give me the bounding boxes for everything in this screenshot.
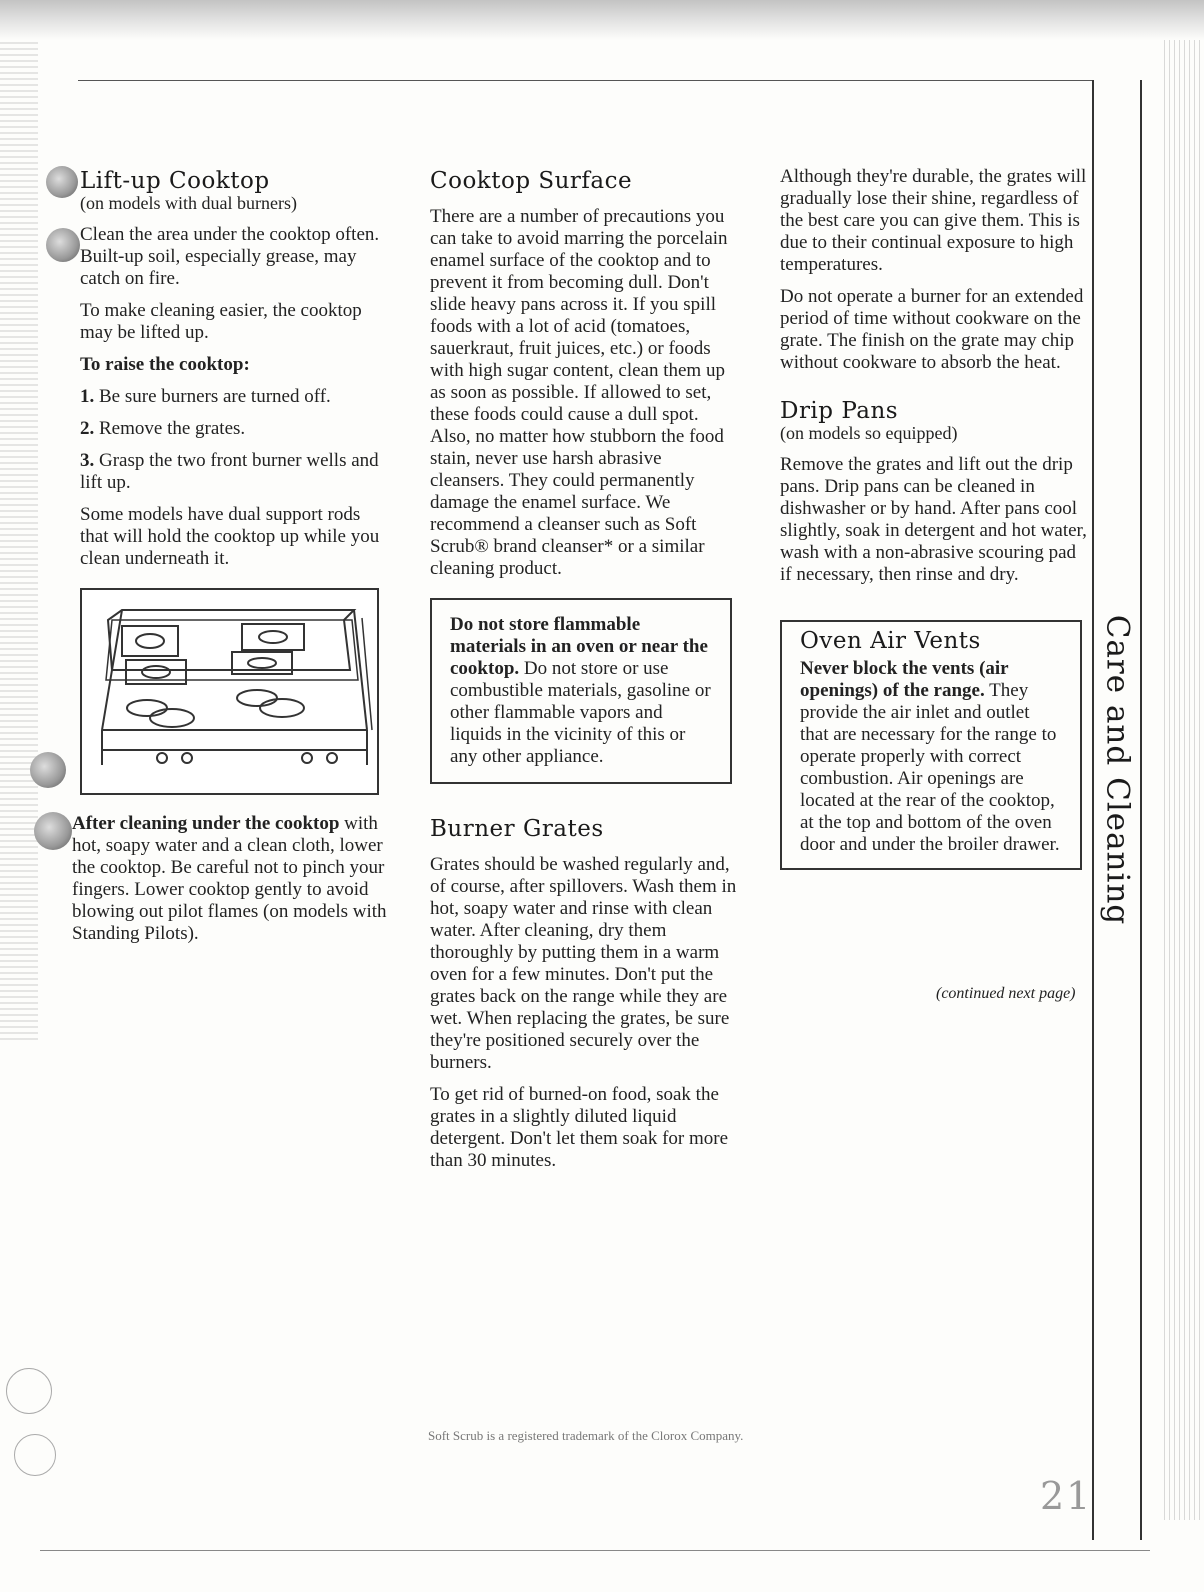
lifted-cooktop-drawing	[82, 590, 377, 793]
paragraph: Although they're durable, the grates will gradually lose their shine, regardless of the best care you can give them. This is due to their continual exposure to high temperatures.	[780, 166, 1087, 275]
after-cleaning-paragraph	[72, 813, 390, 945]
tab-border-left	[1092, 80, 1094, 1540]
paragraph: Some models have dual support rods that will hold the cooktop up while you clean underneath it.	[80, 504, 380, 569]
step-text: Remove the grates.	[99, 418, 246, 439]
step-item	[80, 450, 390, 494]
punch-mark-icon	[46, 228, 80, 262]
paragraph: Do not operate a burner for an extended period of time without cookware on the grate. The finish on the grate may chip without cookware to absorb the heat.	[780, 286, 1084, 373]
section-subtitle: (on models with dual burners)	[80, 193, 297, 213]
vents-warning-heading: Never block the vents (air openings) of the range.	[800, 658, 1009, 701]
punch-mark-icon	[46, 166, 78, 198]
after-cleaning-heading: After cleaning under the cooktop	[72, 813, 340, 834]
raise-heading: To raise the cooktop:	[80, 354, 250, 375]
step-number: 1.	[80, 386, 95, 407]
scan-artifact-right	[1164, 40, 1204, 1520]
paragraph: To make cleaning easier, the cooktop may be lifted up.	[80, 300, 362, 343]
punch-mark-icon	[34, 812, 72, 850]
page-number: 21	[1040, 1474, 1093, 1518]
column-grates-drip-pans	[780, 166, 1090, 870]
step-item	[80, 386, 390, 408]
paragraph: Clean the area under the cooktop often. Built-up soil, especially grease, may catch on fire.	[80, 224, 380, 289]
scan-artifact-left	[0, 40, 38, 1040]
binder-hole-icon	[6, 1368, 52, 1414]
trademark-footnote: Soft Scrub is a registered trademark of the Clorox Company.	[428, 1428, 744, 1443]
section-tab-label: Care and Cleaning	[1099, 614, 1135, 926]
cooktop-illustration	[80, 588, 379, 795]
section-title-oven-air-vents: Oven Air Vents	[800, 628, 981, 654]
paragraph: To get rid of burned-on food, soak the grates in a slightly diluted liquid detergent. Don't let them soak for more than 30 minutes.	[430, 1084, 729, 1171]
warning-heading: Do not store flammable materials in an oven or near the cooktop.	[450, 614, 708, 679]
step-number: 3.	[80, 450, 95, 471]
paragraph: Grates should be washed regularly and, of course, after spillovers. Wash them in hot, soapy water and rinse with clean water. After cleaning, dry them thoroughly by putting them in a warm oven for a few minutes. Don't put the grates back on the range while they are wet. When replacing the grates, be sure they're positioned securely over the burners.	[430, 854, 737, 1073]
step-item	[80, 418, 390, 440]
section-title-cooktop-surface: Cooktop Surface	[430, 168, 633, 194]
after-cleaning-text: with hot, soapy water and a clean cloth, lower the cooktop. Be careful not to pinch your fingers. Lower cooktop gently to avoid blowing out pilot flames (on models with Standing Pilots).	[72, 813, 387, 944]
warning-box	[430, 598, 732, 784]
vents-text: They provide the air inlet and outlet that are necessary for the range to operate properly with correct combustion. Air openings are located at the rear of the cooktop, at the top and bottom of the oven door and under the broiler drawer.	[800, 680, 1060, 855]
tab-border-right	[1140, 80, 1142, 1540]
step-text: Grasp the two front burner wells and lift up.	[80, 450, 379, 493]
section-title-lift-up-cooktop: Lift-up Cooktop	[80, 168, 270, 194]
top-rule	[78, 80, 1094, 81]
section-title-burner-grates: Burner Grates	[430, 816, 604, 842]
step-text: Be sure burners are turned off.	[99, 386, 331, 407]
bottom-rule	[40, 1550, 1150, 1551]
section-subtitle: (on models so equipped)	[780, 423, 958, 443]
punch-mark-icon	[30, 752, 66, 788]
binder-hole-icon	[14, 1434, 56, 1476]
column-cooktop-surface	[430, 170, 740, 1182]
scan-artifact-top	[0, 0, 1204, 40]
step-number: 2.	[80, 418, 95, 439]
paragraph: Remove the grates and lift out the drip pans. Drip pans can be cleaned in dishwasher or by hand. After pans cool slightly, soak in detergent and hot water, wash with a non-abrasive scouring pad if necessary, then rinse and dry.	[780, 454, 1087, 585]
paragraph: There are a number of precautions you can take to avoid marring the porcelain enamel surface of the cooktop and to prevent it from becoming dull. Don't slide heavy pans across it. If you spill foods with a lot of acid (tomatoes, sauerkraut, fruit juices, etc.) or foods with high sugar content, clean them up as soon as possible. If allowed to set, these foods could cause a dull spot. Also, no matter how stubborn the food stain, never use harsh abrasive cleansers. They could permanently damage the enamel surface. We recommend a cleanser such as Soft Scrub® brand cleanser* or a similar cleaning product.	[430, 206, 728, 579]
column-lift-up-cooktop	[72, 168, 390, 955]
continued-note: (continued next page)	[936, 985, 1076, 1002]
section-title-drip-pans: Drip Pans	[780, 398, 899, 424]
oven-air-vents-box	[780, 620, 1082, 870]
warning-text: Do not store or use combustible materials, gasoline or other flammable vapors and liquids in the vicinity of this or any other appliance.	[450, 658, 711, 767]
section-tab	[1096, 610, 1138, 930]
